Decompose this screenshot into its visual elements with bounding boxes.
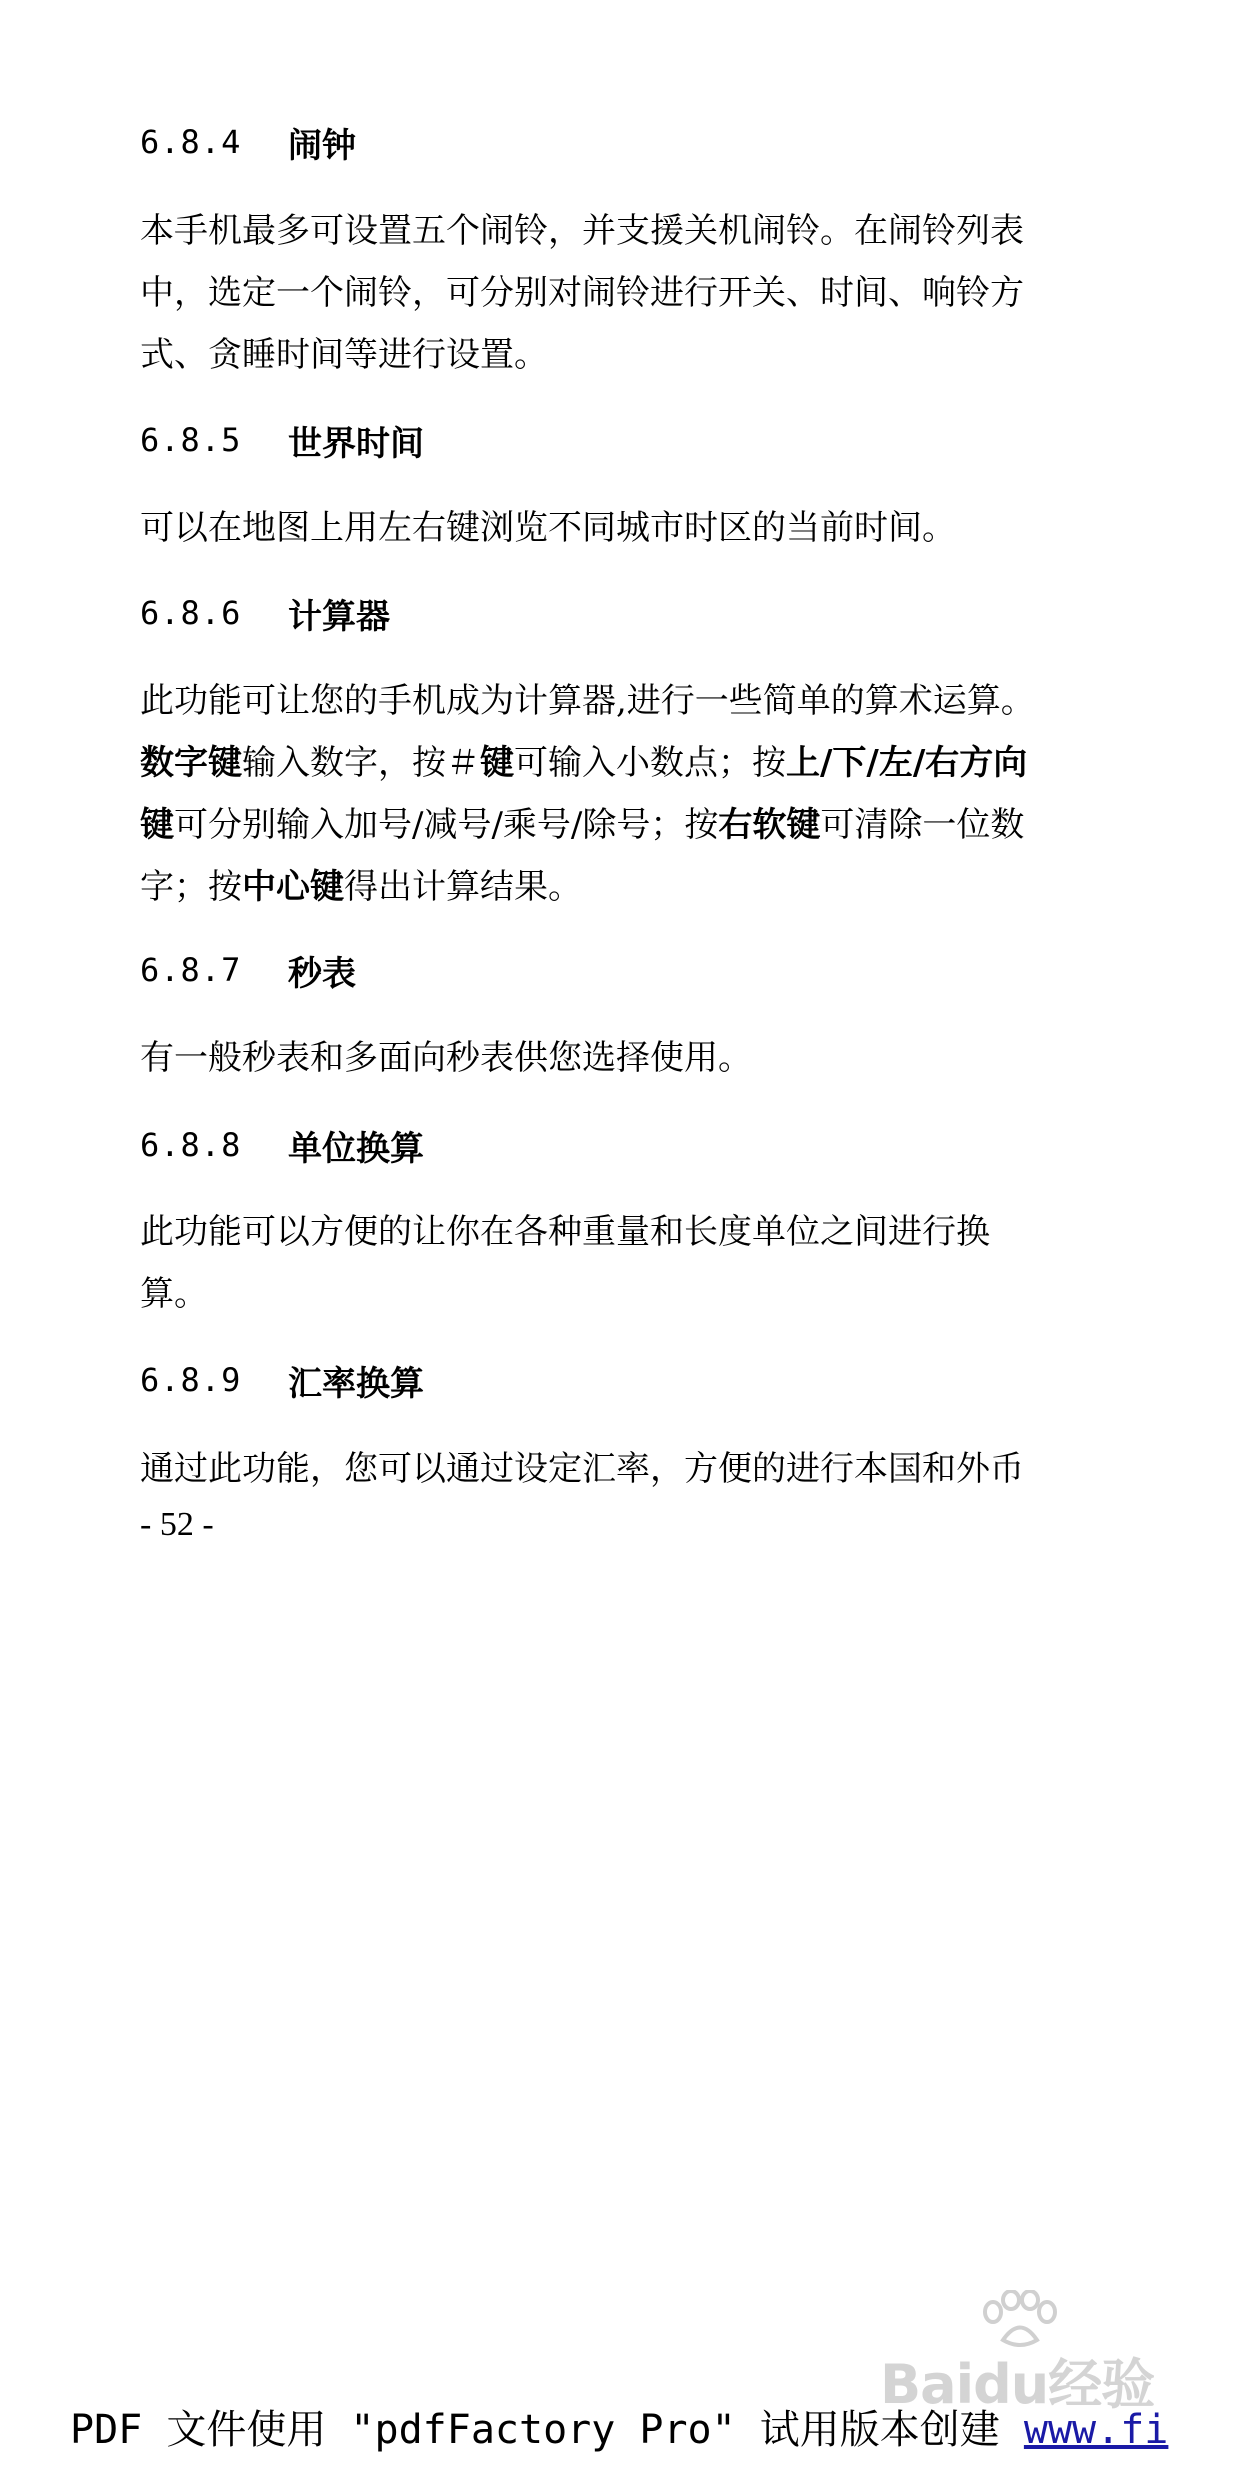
text-line bbox=[140, 324, 1100, 386]
bold-text-run: 键 bbox=[140, 805, 174, 845]
text-line bbox=[140, 262, 1100, 324]
section-body bbox=[140, 670, 1100, 918]
text-line bbox=[140, 497, 1100, 559]
text-run: 字；按 bbox=[140, 867, 242, 907]
paw-icon bbox=[975, 2290, 1065, 2350]
text-line bbox=[140, 1201, 1100, 1263]
section-heading-unit-conversion bbox=[140, 1120, 424, 1170]
section-heading-calculator bbox=[140, 588, 390, 638]
section-number: 6.8.9 bbox=[140, 1361, 242, 1399]
text-run: 可以在地图上用左右键浏览不同城市时区的当前时间。 bbox=[140, 508, 956, 548]
watermark-text: Baidu经验 bbox=[880, 2353, 1155, 2416]
footer-link[interactable]: www.fi bbox=[1023, 2407, 1169, 2453]
section-title: 单位换算 bbox=[288, 1128, 424, 1169]
text-run: 本手机最多可设置五个闹铃，并支援关机闹铃。在闹铃列表 bbox=[140, 211, 1024, 251]
text-run: 此功能可让您的手机成为计算器,进行一些简单的算术运算。 bbox=[140, 681, 1035, 721]
section-heading-exchange-rate bbox=[140, 1355, 424, 1405]
baidu-watermark bbox=[880, 2290, 1180, 2416]
footer-text: PDF 文件使用 "pdfFactory Pro" 试用版本创建 bbox=[70, 2407, 1024, 2453]
section-number: 6.8.7 bbox=[140, 951, 242, 989]
page-number: - 52 - bbox=[140, 1506, 214, 1543]
bold-text-run: 右软键 bbox=[718, 805, 821, 845]
text-run: 得出计算结果。 bbox=[344, 867, 582, 907]
text-run: 此功能可以方便的让你在各种重量和长度单位之间进行换 bbox=[140, 1212, 990, 1252]
text-line bbox=[140, 732, 1100, 794]
text-run: 可输入小数点；按 bbox=[514, 743, 786, 783]
section-number: 6.8.4 bbox=[140, 123, 242, 161]
section-heading-stopwatch bbox=[140, 945, 356, 995]
section-title: 闹钟 bbox=[288, 125, 356, 166]
section-number: 6.8.5 bbox=[140, 421, 242, 459]
section-body bbox=[140, 200, 1100, 386]
section-body bbox=[140, 497, 1100, 559]
text-run: 有一般秒表和多面向秒表供您选择使用。 bbox=[140, 1038, 752, 1078]
bold-text-run: 上/下/左/右方向 bbox=[786, 743, 1028, 783]
text-line bbox=[140, 670, 1100, 732]
bold-text-run: 键 bbox=[480, 743, 514, 783]
text-run: 可分别输入加号/减号/乘号/除号；按 bbox=[174, 805, 719, 845]
text-line bbox=[140, 794, 1100, 856]
section-title: 计算器 bbox=[288, 596, 390, 637]
section-title: 汇率换算 bbox=[288, 1363, 424, 1404]
section-body bbox=[140, 1027, 1100, 1089]
section-body bbox=[140, 1201, 1100, 1325]
text-line bbox=[140, 1027, 1100, 1089]
section-body bbox=[140, 1438, 1100, 1500]
section-heading-world-time bbox=[140, 415, 424, 465]
text-line bbox=[140, 1263, 1100, 1325]
pdf-footer bbox=[70, 2400, 1168, 2460]
section-heading-alarm bbox=[140, 117, 356, 167]
text-line bbox=[140, 856, 1100, 918]
text-run: 输入数字，按＃ bbox=[242, 743, 480, 783]
section-title: 秒表 bbox=[288, 953, 356, 994]
text-run: 中，选定一个闹铃，可分别对闹铃进行开关、时间、响铃方 bbox=[140, 273, 1024, 313]
bold-text-run: 中心键 bbox=[242, 867, 344, 907]
text-run: 可清除一位数 bbox=[820, 805, 1025, 845]
text-run: 通过此功能，您可以通过设定汇率，方便的进行本国和外币 bbox=[140, 1449, 1024, 1489]
text-line bbox=[140, 1438, 1100, 1500]
section-number: 6.8.8 bbox=[140, 1126, 242, 1164]
text-run: 式、贪睡时间等进行设置。 bbox=[140, 335, 548, 375]
bold-text-run: 数字键 bbox=[140, 743, 242, 783]
section-number: 6.8.6 bbox=[140, 594, 242, 632]
text-line bbox=[140, 200, 1100, 262]
section-title: 世界时间 bbox=[288, 423, 424, 464]
text-run: 算。 bbox=[140, 1274, 208, 1314]
